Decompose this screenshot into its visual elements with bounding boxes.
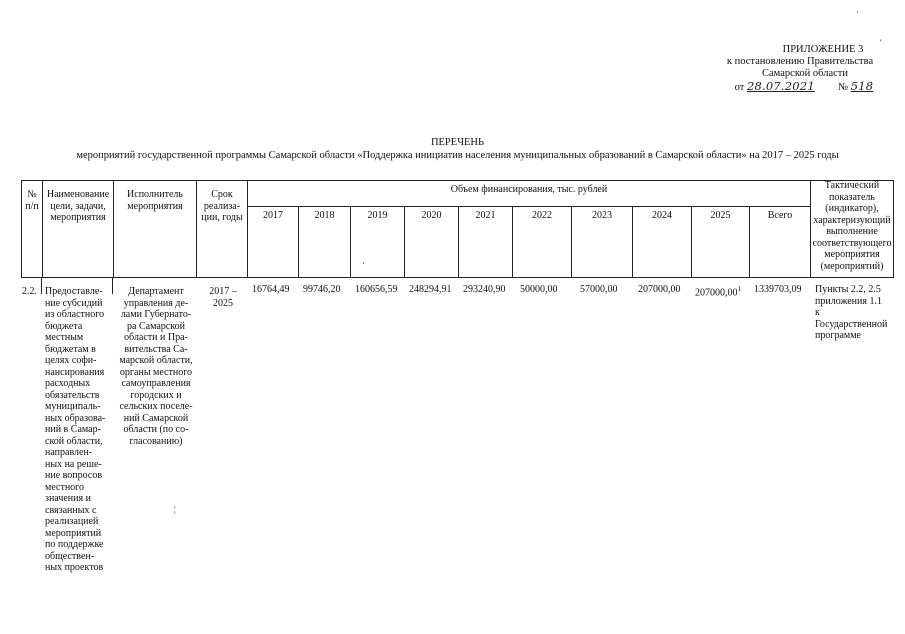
row-indicator: Пункты 2.2, 2.5 приложения 1.1 к Государственной программе xyxy=(815,284,888,341)
year-header: 2025 xyxy=(710,210,731,221)
header-name: Наименование цели, задачи, мероприятия xyxy=(46,189,110,223)
value-2025-number: 207000,00 xyxy=(695,287,738,299)
appendix-block xyxy=(700,44,900,94)
footnote-mark: 1 xyxy=(737,285,741,293)
appendix-date-number-line xyxy=(700,80,900,94)
scan-speck: ' xyxy=(857,10,859,20)
scan-speck: · xyxy=(362,258,365,268)
year-header: 2022 xyxy=(532,210,552,221)
year-header: 2024 xyxy=(652,210,672,221)
appendix-decree-line: к постановлению Правительства xyxy=(726,56,874,67)
year-header: 2018 xyxy=(314,210,335,221)
value-2023: 57000,00 xyxy=(580,284,618,295)
year-header: 2020 xyxy=(421,210,442,221)
row-executor: Департамент управления де- лами Губернато- ра Самарской области и Пра- вительства Са- марской области, органы местного самоуправления городских и сельских поселе- ний Самарской области (по со- гласованию) xyxy=(119,286,193,447)
row-name: Предоставле- ние субсидий из областного бюджета местным бюджетам в целях софи- нансирования расходных обязательств муниципаль- ных образова- ний в Самар- ской области, направлен- ных на реше- ние вопросов местного значения и связанных с реализацией мероприятий по поддержке обществен- ных проектов xyxy=(45,286,106,573)
title-heading: ПЕРЕЧЕНЬ xyxy=(430,137,485,148)
year-header: 2019 xyxy=(367,210,388,221)
scan-speck: ' xyxy=(880,38,882,48)
appendix-title: ПРИЛОЖЕНИЕ 3 xyxy=(782,44,864,55)
header-indicator: Тактический показатель (индикатор), характеризующий выполнение соответствующего мероприятия (мероприятий) xyxy=(812,180,892,272)
appendix-region-line: Самарской области xyxy=(762,68,848,79)
scan-speck: ¦ xyxy=(174,504,176,514)
row-term: 2017 – 2025 xyxy=(209,286,237,309)
header-term: Срок реализа- ции, годы xyxy=(201,189,243,223)
value-2020: 248294,91 xyxy=(409,284,452,295)
document-title xyxy=(0,136,905,162)
row-num: 2.2. xyxy=(22,286,37,297)
year-header: Всего xyxy=(767,210,793,221)
header-num: № п/п xyxy=(25,189,39,212)
year-header: 2017 xyxy=(263,210,283,221)
year-header: 2023 xyxy=(592,210,612,221)
number-prefix: № xyxy=(838,82,849,93)
year-header: 2021 xyxy=(475,210,496,221)
value-2019: 160656,59 xyxy=(355,284,398,295)
value-2018: 99746,20 xyxy=(303,284,341,295)
from-prefix: от xyxy=(734,82,745,93)
value-2024: 207000,00 xyxy=(638,284,681,295)
row-border-left xyxy=(41,278,42,294)
value-2017: 16764,49 xyxy=(252,284,290,295)
header-funding: Объем финансирования, тыс. рублей xyxy=(450,184,608,195)
value-2025 xyxy=(695,284,741,299)
value-2021: 293240,90 xyxy=(463,284,506,295)
handwritten-number: 518 xyxy=(850,79,874,93)
value-total: 1339703,09 xyxy=(754,284,802,295)
value-2022: 50000,00 xyxy=(520,284,558,295)
handwritten-date: 28.07.2021 xyxy=(747,79,815,93)
title-subheading: мероприятий государственной программы Самарской области «Поддержка инициатив населения муниципальных образований в Самарской области» на 2017 – 2025 годы xyxy=(76,150,839,161)
header-executor: Исполнитель мероприятия xyxy=(127,189,183,212)
